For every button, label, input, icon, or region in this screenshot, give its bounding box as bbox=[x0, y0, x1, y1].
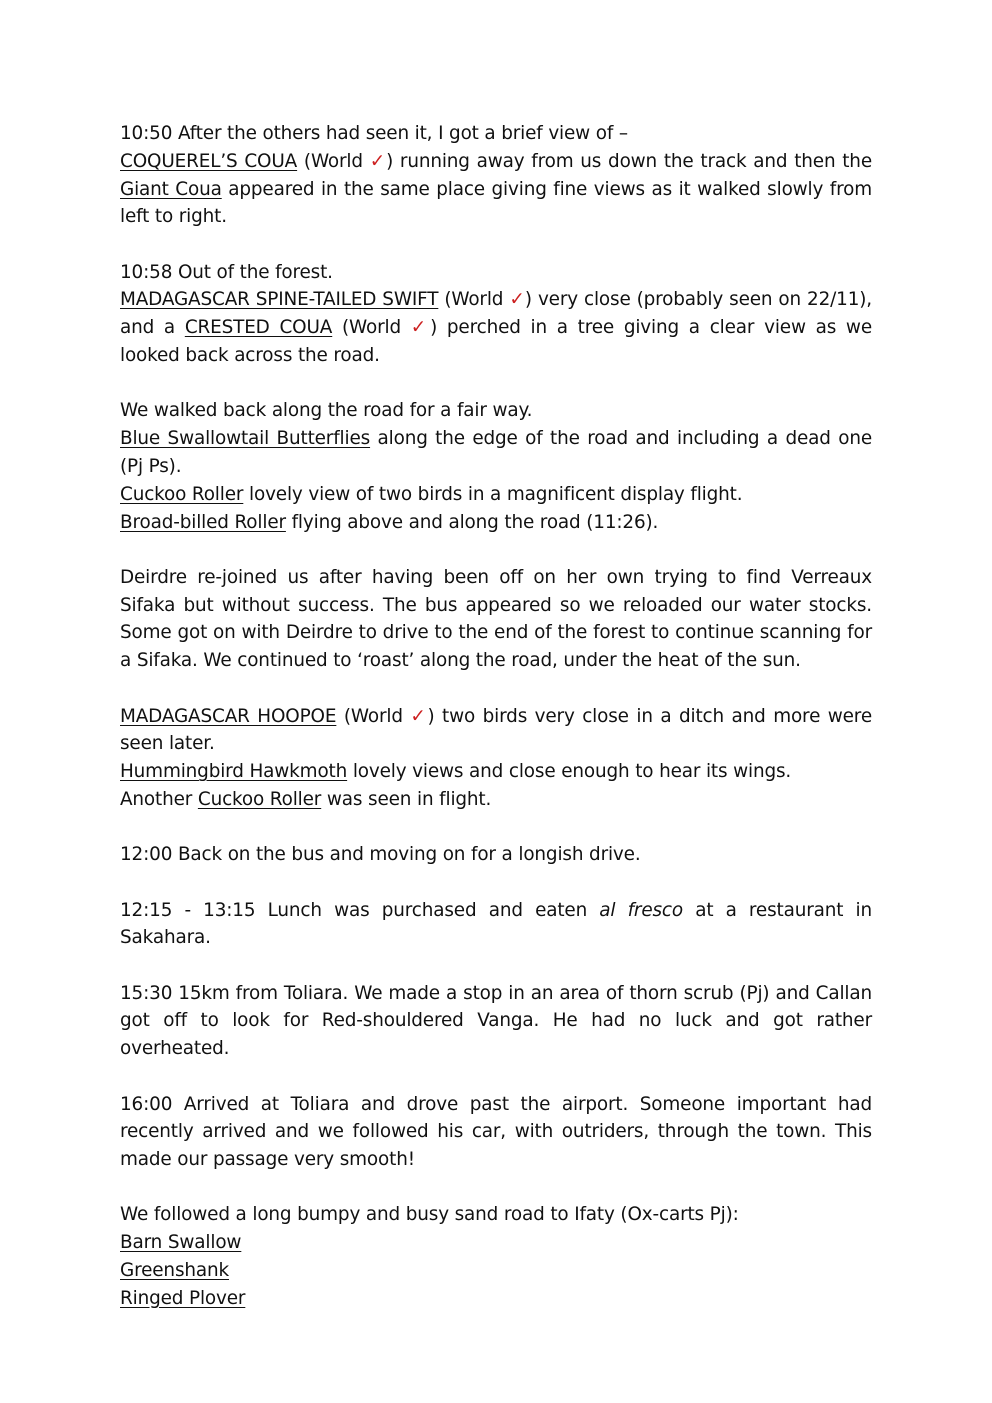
sighting-line bbox=[120, 481, 872, 509]
paragraph-1058 bbox=[120, 259, 872, 370]
species-name: Ringed Plover bbox=[120, 1287, 246, 1309]
body-text: perched in a tree giving a clear view as we looked back across the road. bbox=[120, 317, 872, 367]
species-name: Greenshank bbox=[120, 1260, 230, 1281]
paragraph-road-walk bbox=[120, 397, 872, 536]
body-text: along the edge of the road and including a dead one (Pj Ps). bbox=[120, 428, 872, 477]
paragraph-1050 bbox=[120, 120, 872, 231]
world-label-close: ) bbox=[524, 289, 532, 311]
paragraph-deirdre: Deirdre re-joined us after having been off on her own trying to find Verreaux Sifaka but without success. The bus appeared so we reloaded our water stocks. Some got on with Deirdre to drive to the end of the forest to continue scanning for a Sifaka. We continued to ‘roast’ along the road, under the heat of the sun. bbox=[120, 566, 872, 672]
species-name: MADAGASCAR SPINE-TAILED SWIFT bbox=[120, 289, 439, 311]
species-name: Blue Swallowtail Butterflies bbox=[120, 428, 371, 450]
species-name: CRESTED COUA bbox=[184, 317, 333, 339]
world-label-close: ) bbox=[427, 705, 435, 727]
sighting-line bbox=[120, 786, 872, 814]
body-text: very close (probably seen on 22/11), and a bbox=[120, 289, 872, 339]
body-text: at a restaurant in Sakahara. bbox=[120, 899, 872, 949]
body-text: running away from us down the track and then the bbox=[393, 150, 872, 172]
body-text: lovely views and close enough to hear its wings. bbox=[347, 761, 792, 783]
time-entry: 10:50 After the others had seen it, I got a brief view of – bbox=[120, 123, 628, 144]
species-name: Hummingbird Hawkmoth bbox=[120, 761, 348, 783]
tick-icon: ✓ bbox=[509, 289, 525, 311]
world-label: (World bbox=[303, 150, 370, 172]
list-item bbox=[120, 1229, 872, 1257]
tick-icon: ✓ bbox=[369, 150, 387, 172]
document-page bbox=[120, 120, 872, 1340]
tick-icon: ✓ bbox=[410, 705, 428, 727]
body-text: lovely view of two birds in a magnificent display flight. bbox=[243, 483, 743, 505]
tick-icon: ✓ bbox=[410, 317, 431, 339]
list-item bbox=[120, 1257, 872, 1285]
sighting-line bbox=[120, 509, 872, 537]
body-text: two birds very close in a ditch and more were seen later. bbox=[120, 705, 872, 755]
species-name: Barn Swallow bbox=[120, 1232, 242, 1254]
body-text: Another bbox=[120, 788, 198, 810]
paragraph-lunch bbox=[120, 897, 872, 953]
italic-text: al fresco bbox=[599, 899, 683, 921]
species-name: COQUEREL’S COUA bbox=[120, 150, 298, 172]
body-text: flying above and along the road (11:26). bbox=[285, 511, 659, 533]
list-item bbox=[120, 1285, 872, 1313]
paragraph-1530: 15:30 15km from Toliara. We made a stop in an area of thorn scrub (Pj) and Callan got off to look for Red-shouldered Vanga. He had no luck and got rather overheated. bbox=[120, 982, 872, 1060]
species-name: Giant Coua bbox=[120, 178, 222, 200]
paragraph-1200: 12:00 Back on the bus and moving on for a longish drive. bbox=[120, 844, 641, 866]
paragraph-1600: 16:00 Arrived at Toliara and drove past the airport. Someone important had recently arrived and we followed his car, with outriders, through the town. This made our passage very smooth! bbox=[120, 1093, 872, 1171]
paragraph-hoopoe bbox=[120, 703, 872, 814]
world-label-close: ) bbox=[430, 317, 438, 339]
species-name: Cuckoo Roller bbox=[197, 788, 322, 810]
body-text: was seen in flight. bbox=[321, 788, 492, 810]
world-label: (World bbox=[342, 317, 411, 339]
species-name: Broad-billed Roller bbox=[120, 511, 286, 533]
species-name: MADAGASCAR HOOPOE bbox=[120, 705, 337, 727]
body-text: appeared in the same place giving fine views as it walked slowly from left to right. bbox=[120, 178, 872, 228]
body-text: 12:15 - 13:15 Lunch was purchased and eaten bbox=[120, 899, 600, 921]
world-label: (World bbox=[343, 705, 411, 727]
world-label: (World bbox=[444, 289, 510, 311]
species-name: Cuckoo Roller bbox=[120, 483, 244, 505]
body-text: We walked back along the road for a fair way. bbox=[120, 400, 533, 422]
time-entry: 10:58 Out of the forest. bbox=[120, 261, 333, 283]
world-label-close: ) bbox=[386, 150, 394, 172]
sighting-line bbox=[120, 758, 872, 786]
paragraph-ifaty bbox=[120, 1201, 872, 1312]
body-text: We followed a long bumpy and busy sand road to Ifaty (Ox-carts Pj): bbox=[120, 1204, 739, 1226]
